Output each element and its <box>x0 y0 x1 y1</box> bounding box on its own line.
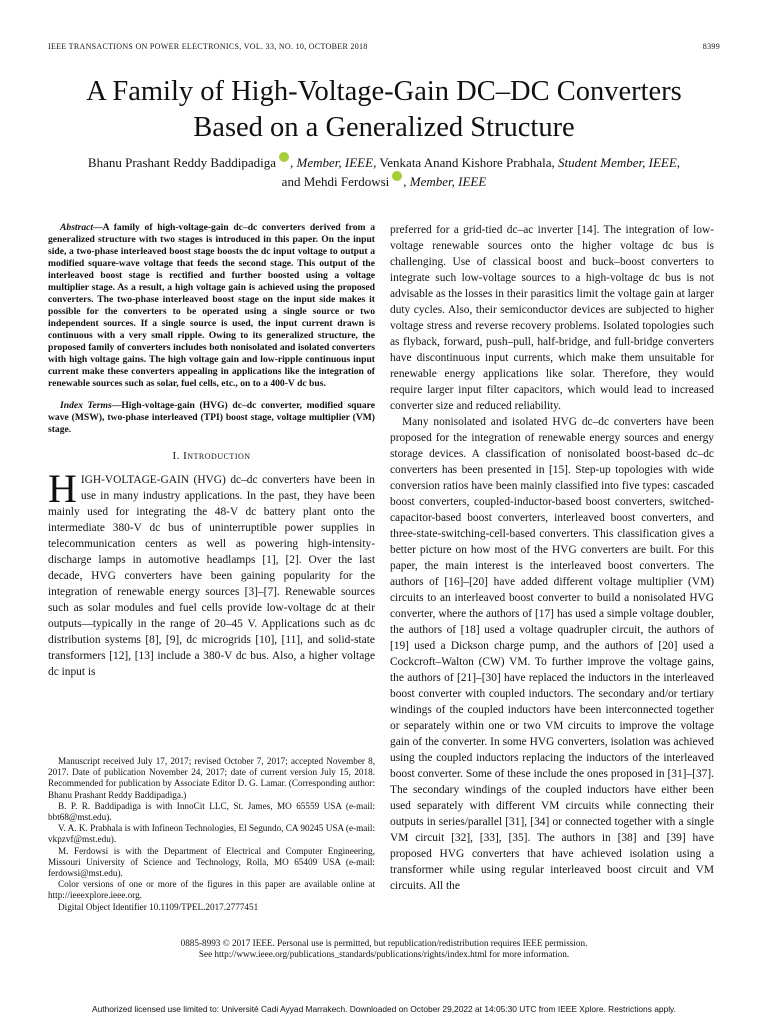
author-3-name: and Mehdi Ferdowsi <box>281 174 390 189</box>
footnote-color-figures: Color versions of one or more of the figures in this paper are available online at http://ieeexplore.ieee.org. <box>48 879 375 901</box>
paper-title <box>0 74 768 146</box>
author-line-2 <box>0 171 768 190</box>
footnote-manuscript: Manuscript received July 17, 2017; revised October 7, 2017; accepted November 8, 2017. Date of publication November 24, 2017; date of current version July 15, 2018. Recommended for publication by Associate Editor D. G. Lamar. (Corresponding author: Bhanu Prashant Reddy Baddipadiga.) <box>48 756 375 800</box>
author-separator: , <box>290 155 297 170</box>
abstract <box>48 222 375 390</box>
author-2-name: Venkata Anand Kishore Prabhala, <box>379 155 555 170</box>
abstract-text: —A family of high-voltage-gain dc–dc converters derived from a generalized structure with two stages is introduced in this paper. On the input side, a two-phase interleaved boost stage boosts the dc input voltage to output a modified square-wave voltage that feeds the second stage. This output of the interleaved boost stage is rectified and further boosted using a voltage multiplier stage. As a result, a high voltage gain is achieved using the proposed converters. The two-phase interleaved boost stage on the input side makes it possible for the converters to be operated using a single source or two independent sources. If a single source is used, the input current drawn is continuous with a very small ripple. Owing to its generalized structure, the proposed family of converters includes both nonisolated and isolated converters with high voltage gains. The high voltage gain and low-ripple continuous input current make these converters appealing in applications like the integration of renewable sources such as solar, fuel cells, etc., on to a 400-V dc bus. <box>48 222 375 389</box>
title-line-2: Based on a Generalized Structure <box>193 112 575 143</box>
copyright-line-2: See http://www.ieee.org/publications_standards/publications/rights/index.html for more information. <box>198 949 570 959</box>
author-3-role: Member, IEEE <box>409 174 487 189</box>
footnote-doi: Digital Object Identifier 10.1109/TPEL.2017.2777451 <box>58 901 259 912</box>
author-list <box>0 152 768 190</box>
author-line-1 <box>0 152 768 171</box>
author-1-role: Member, IEEE <box>296 155 374 170</box>
footnotes <box>48 756 375 913</box>
license-notice: Authorized licensed use limited to: Université Cadi Ayyad Marrakech. Downloaded on October 29,2022 at 14:05:30 UTC from IEEE Xplore. Restrictions apply. <box>92 1004 676 1014</box>
index-terms-text: —High-voltage-gain (HVG) dc–dc converter, modified square wave (MSW), two-phase interleaved (TPI) boost stage, voltage multiplier (VM) stage. <box>48 400 375 435</box>
footnote-author-1: B. P. R. Baddipadiga is with InnoCit LLC, St. James, MO 65559 USA (e-mail: bbt68@mst.edu). <box>48 800 375 823</box>
drop-cap: H <box>48 466 77 511</box>
introduction-paragraph <box>48 466 375 680</box>
footnote-author-2: V. A. K. Prabhala is with Infineon Technologies, El Segundo, CA 90245 USA (e-mail: vkpzvf@mst.edu). <box>48 823 375 845</box>
author-1-name: Bhanu Prashant Reddy Baddipadiga <box>87 155 277 170</box>
section-heading: I. Introduction <box>172 450 251 462</box>
journal-info: IEEE TRANSACTIONS ON POWER ELECTRONICS, VOL. 33, NO. 10, OCTOBER 2018 <box>48 42 368 51</box>
abstract-lead: Abstract <box>60 222 94 233</box>
orcid-icon[interactable] <box>279 152 289 162</box>
left-column <box>48 222 375 680</box>
right-column <box>390 222 714 894</box>
body-paragraph: Many nonisolated and isolated HVG dc–dc converters have been proposed for the integration of renewable energy sources and energy storage devices. A classification of nonisolated boost-based dc–dc converters has been presented in [15]. Step-up topologies with wide conversion ratios have been mainly classified into five types: cascaded boost converters, coupled-inductor-based boost converters, switched-capacitor-based boost converters, interleaved boost converters, and three-state-switching-cell-based converters. This classification gives a better picture on how most of the HVG converters are built. For this paper, the main interest is the interleaved boost converters. The authors of [16]–[20] have added different voltage multiplier (VM) circuits to an interleaved boost converter to build a nonisolated HVG converter, where the authors of [17] has used a simple voltage doubler, the authors of [18] used a voltage quadrupler circuit, the authors of [19] used a Dickson charge pump, and the authors of [20] used a Cockcroft–Walton (CW) VM. To further improve the voltage gains, the authors of [21]–[30] have replaced the inductors in the interleaved boost converter with coupled inductors. The secondary and/or tertiary windings of the coupled inductors have been interconnected together or separately within one or two VM circuits to improve the voltage gain of the converter. In some HVG converters, isolation was achieved using the coupled inductors replacing the inductors of the interleaved boost converter. Some of these include the ones proposed in [31]–[37]. The secondary windings of the coupled inductors have either been used separately with different VM circuits while connecting their outputs in series/parallel [31], [34] or connected together with a single VM circuit [32], [33], [35]. The authors in [38] and [39] have proposed HVG converters that have achieved isolation using a transformer while using regular interleaved boost circuit and VM circuits. All the <box>390 416 714 892</box>
title-line-1: A Family of High-Voltage-Gain DC–DC Converters <box>86 76 682 107</box>
author-separator: , <box>373 155 380 170</box>
copyright-line-1: 0885-8993 © 2017 IEEE. Personal use is permitted, but republication/redistribution requires IEEE permission. <box>180 938 588 948</box>
author-separator: , <box>403 174 410 189</box>
body-paragraph: preferred for a grid-tied dc–ac inverter [14]. The integration of low-voltage renewable sources onto the higher voltage dc bus is challenging. Use of classical boost and buck–boost converters to integrate such low-voltage sources to a high-voltage dc bus is not advisable as the losses in their parasitics limit the voltage gain at larger duty cycles. Also, their semiconductor devices are subjected to higher voltage stress and reverse recovery problems. Isolated topologies such as flyback, forward, push–pull, half-bridge, and full-bridge converters have discontinuous input currents, which make them unsuitable for renewable energy applications like solar. Therefore, they would require larger input filter capacitors, which would lead to increased converter size and reduced reliability. <box>390 224 714 412</box>
running-header <box>48 42 720 51</box>
introduction-text: IGH-VOLTAGE-GAIN (HVG) dc–dc converters have been in use in many industry applications. In the past, they have been mainly used for integrating the 48-V dc battery plant onto the intermediate 380-V dc bus of uninterruptible power supplies in telecommunication centers as well as powering high-intensity-discharge lamps in automotive headlamps [1], [2]. Over the last decade, HVG converters have been gaining popularity for the integration of renewable energy sources [3]–[7]. Renewable sources such as solar modules and fuel cells provide low-voltage dc at their outputs—typically in the range of 20–45 V. Applications such as dc distribution systems [8], [9], dc microgrids [10], [11], and solid-state transformers [12], [13] include a 380-V dc bus. Also, a higher voltage dc input is <box>48 474 375 678</box>
index-terms-lead: Index Terms <box>60 400 112 411</box>
orcid-icon[interactable] <box>392 171 402 181</box>
footnote-author-3: M. Ferdowsi is with the Department of Electrical and Computer Engineering, Missouri University of Science and Technology, Rolla, MO 65409 USA (e-mail: ferdowsi@mst.edu). <box>48 845 375 879</box>
page-number: 8399 <box>702 42 720 51</box>
author-2-role: Student Member, IEEE, <box>558 155 681 170</box>
copyright-notice <box>0 938 768 960</box>
index-terms <box>48 400 375 436</box>
